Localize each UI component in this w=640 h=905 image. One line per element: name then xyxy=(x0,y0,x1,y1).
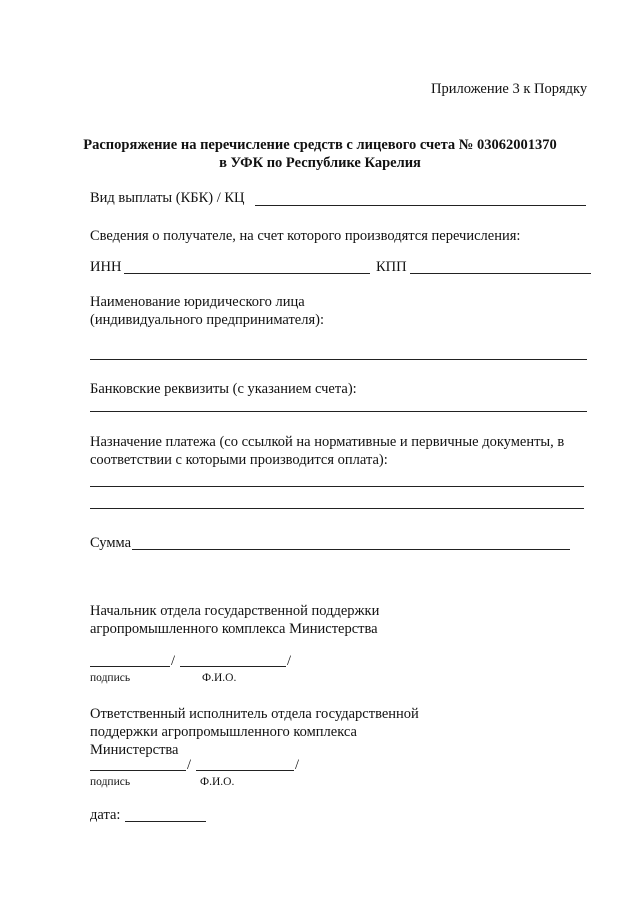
amount-field-line[interactable] xyxy=(132,549,570,550)
payment-type-field-line[interactable] xyxy=(255,205,586,206)
appendix-label: Приложение 3 к Порядку xyxy=(431,81,588,97)
kpp-field-line[interactable] xyxy=(410,273,591,274)
executor-fio-caption: Ф.И.О. xyxy=(200,776,235,788)
head-fio-caption: Ф.И.О. xyxy=(202,672,237,684)
executor-title-2: поддержки агропромышленного комплекса xyxy=(90,724,357,740)
head-title-1: Начальник отдела государственной поддержки xyxy=(90,603,380,619)
entity-name-field-line[interactable] xyxy=(90,359,587,360)
amount-label: Сумма xyxy=(90,535,132,551)
kpp-label: КПП xyxy=(376,259,407,275)
title-line-1: Распоряжение на перечисление средств с лицевого счета № 03062001370 xyxy=(83,137,557,153)
date-label: дата: xyxy=(90,807,121,823)
bank-details-field-line[interactable] xyxy=(90,411,587,412)
executor-title-1: Ответственный исполнитель отдела государственной xyxy=(90,706,419,722)
head-signature-caption: подпись xyxy=(90,672,131,684)
recipient-info-label: Сведения о получателе, на счет которого производятся перечисления: xyxy=(90,228,521,244)
inn-field-line[interactable] xyxy=(124,273,370,274)
purpose-label-1: Назначение платежа (со ссылкой на нормативные и первичные документы, в xyxy=(90,434,565,450)
executor-signature-caption: подпись xyxy=(90,776,131,788)
executor-slash-1: / xyxy=(187,757,192,773)
bank-details-label: Банковские реквизиты (с указанием счета): xyxy=(90,381,357,397)
head-slash-2: / xyxy=(287,653,292,669)
entity-name-label-1: Наименование юридического лица xyxy=(90,294,305,310)
date-field-line[interactable] xyxy=(125,821,206,822)
executor-signature-line[interactable] xyxy=(90,770,186,771)
entity-name-label-2: (индивидуального предпринимателя): xyxy=(90,312,325,328)
title-line-2: в УФК по Республике Карелия xyxy=(219,155,421,171)
purpose-field-line-1[interactable] xyxy=(90,486,584,487)
inn-label: ИНН xyxy=(90,259,122,275)
purpose-label-2: соответствии с которыми производится оплата): xyxy=(90,452,388,468)
executor-title-3: Министерства xyxy=(90,742,179,758)
head-signature-line[interactable] xyxy=(90,666,170,667)
executor-fio-line[interactable] xyxy=(196,770,294,771)
payment-type-label: Вид выплаты (КБК) / КЦ xyxy=(90,190,245,206)
head-title-2: агропромышленного комплекса Министерства xyxy=(90,621,378,637)
purpose-field-line-2[interactable] xyxy=(90,508,584,509)
executor-slash-2: / xyxy=(295,757,300,773)
head-fio-line[interactable] xyxy=(180,666,286,667)
head-slash-1: / xyxy=(171,653,176,669)
